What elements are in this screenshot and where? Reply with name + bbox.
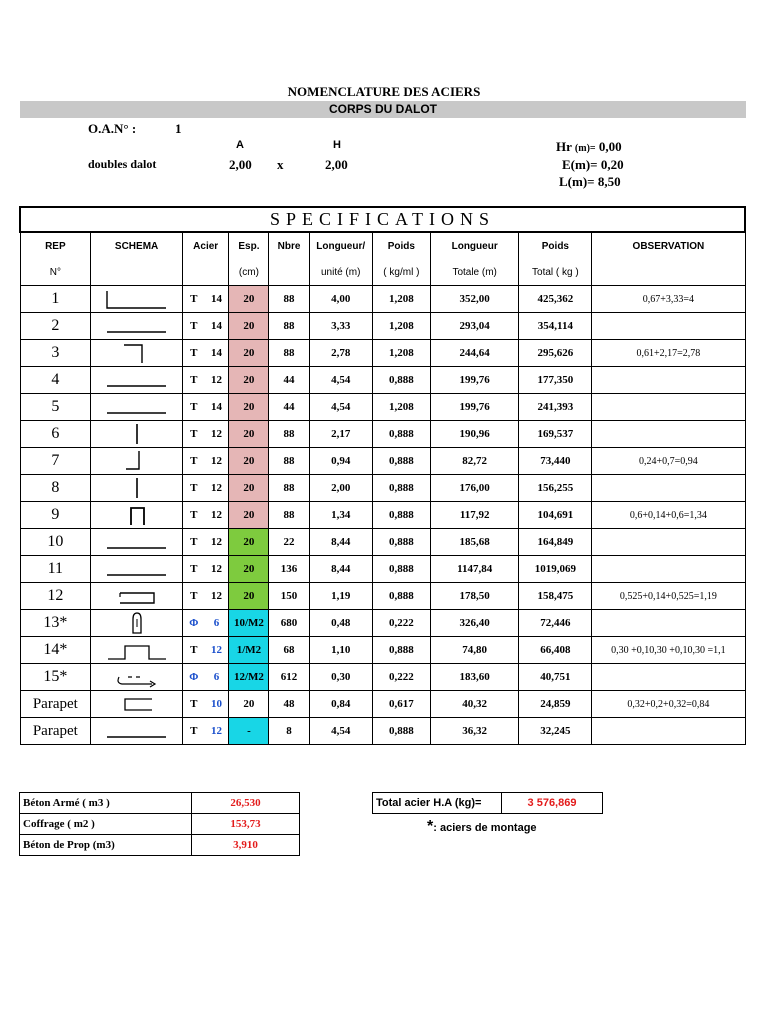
cell-steel-type: T [182, 637, 204, 664]
cell-weight-per-m: 0,888 [372, 421, 430, 448]
cell-total-weight: 295,626 [519, 340, 592, 367]
inverted-u-icon [91, 503, 182, 527]
cell-steel-type: T [182, 691, 204, 718]
cell-spacing: 20 [229, 394, 269, 421]
cell-count: 88 [269, 340, 309, 367]
cell-total-length: 183,60 [430, 664, 519, 691]
table-row [20, 313, 745, 340]
hr-row [556, 139, 622, 155]
cell-total-weight: 156,255 [519, 475, 592, 502]
cell-weight-per-m: 0,888 [372, 718, 430, 745]
cell-steel-type: T [182, 421, 204, 448]
cell-total-length: 190,96 [430, 421, 519, 448]
col-longueur-totale-2: Totale (m) [430, 259, 519, 286]
cell-unit-length: 4,54 [309, 367, 372, 394]
cell-unit-length: 1,19 [309, 583, 372, 610]
cell-weight-per-m: 0,222 [372, 664, 430, 691]
hook-right-icon [91, 341, 182, 365]
cell-steel-type: T [182, 475, 204, 502]
l-value: 8,50 [597, 174, 621, 189]
a-value: 2,00 [229, 157, 252, 172]
cell-total-weight: 1019,069 [519, 556, 592, 583]
cell-count: 88 [269, 313, 309, 340]
cell-weight-per-m: 0,888 [372, 583, 430, 610]
table-row [20, 637, 745, 664]
cell-rep: 13* [20, 610, 91, 637]
vertical-bar-icon [91, 422, 182, 446]
col-poids-2: ( kg/ml ) [372, 259, 430, 286]
cell-total-weight: 169,537 [519, 421, 592, 448]
cell-schema [91, 286, 183, 313]
cell-rep: 9 [20, 502, 91, 529]
cell-unit-length: 8,44 [309, 529, 372, 556]
cell-diameter: 12 [205, 556, 229, 583]
cell-rep: Parapet [20, 718, 91, 745]
cell-steel-type: Φ [182, 664, 204, 691]
cell-unit-length: 4,54 [309, 718, 372, 745]
straight-bar-icon [91, 314, 182, 338]
beton-prop-label: Béton de Prop (m3) [20, 835, 192, 856]
cell-observation: 0,67+3,33=4 [592, 286, 745, 313]
cell-weight-per-m: 1,208 [372, 286, 430, 313]
cell-spacing: 20 [229, 691, 269, 718]
cell-spacing: 20 [229, 556, 269, 583]
col-schema: SCHEMA [91, 232, 183, 286]
cell-rep: 5 [20, 394, 91, 421]
cell-unit-length: 3,33 [309, 313, 372, 340]
hr-label: Hr [556, 139, 572, 154]
cell-count: 136 [269, 556, 309, 583]
col-poids-total: Poids [519, 232, 592, 259]
cell-observation [592, 394, 745, 421]
cell-spacing: 20 [229, 583, 269, 610]
cell-count: 88 [269, 286, 309, 313]
cell-spacing: 20 [229, 340, 269, 367]
table-row [20, 502, 745, 529]
e-label: E(m)= [562, 157, 598, 172]
cell-spacing: 20 [229, 475, 269, 502]
table-row [20, 367, 745, 394]
cell-weight-per-m: 0,888 [372, 502, 430, 529]
cell-unit-length: 8,44 [309, 556, 372, 583]
cell-schema [91, 691, 183, 718]
table-row [20, 691, 745, 718]
cell-weight-per-m: 0,888 [372, 475, 430, 502]
cell-total-weight: 66,408 [519, 637, 592, 664]
cell-weight-per-m: 0,617 [372, 691, 430, 718]
cell-spacing: 20 [229, 421, 269, 448]
cell-schema [91, 367, 183, 394]
cell-total-length: 178,50 [430, 583, 519, 610]
u-bracket-icon [91, 287, 182, 311]
h-value: 2,00 [325, 157, 348, 172]
cell-diameter: 12 [205, 421, 229, 448]
cell-count: 680 [269, 610, 309, 637]
cell-steel-type: T [182, 583, 204, 610]
cell-total-weight: 72,446 [519, 610, 592, 637]
cell-observation: 0,61+2,17=2,78 [592, 340, 745, 367]
cell-rep: 8 [20, 475, 91, 502]
cell-rep: 2 [20, 313, 91, 340]
e-row [562, 157, 624, 173]
col-esp: Esp. [229, 232, 269, 259]
cell-rep: 10 [20, 529, 91, 556]
cell-total-weight: 158,475 [519, 583, 592, 610]
cell-total-length: 199,76 [430, 367, 519, 394]
cell-total-length: 326,40 [430, 610, 519, 637]
cell-total-length: 244,64 [430, 340, 519, 367]
cell-count: 88 [269, 475, 309, 502]
total-label: Total acier H.A (kg)= [373, 793, 502, 814]
cell-total-length: 74,80 [430, 637, 519, 664]
oan-label: O.A.N° : [88, 121, 137, 136]
cell-spacing: 20 [229, 367, 269, 394]
cell-unit-length: 4,54 [309, 394, 372, 421]
cell-total-length: 176,00 [430, 475, 519, 502]
cell-count: 44 [269, 394, 309, 421]
cell-steel-type: T [182, 529, 204, 556]
coffrage-value: 153,73 [192, 814, 300, 835]
spacer-icon [91, 665, 182, 689]
beton-arme-value: 26,530 [192, 793, 300, 814]
cell-diameter: 14 [205, 394, 229, 421]
footnote-text: : aciers de montage [433, 822, 537, 834]
cell-weight-per-m: 0,222 [372, 610, 430, 637]
cell-schema [91, 502, 183, 529]
col-rep: REP [20, 232, 91, 259]
cell-unit-length: 1,10 [309, 637, 372, 664]
cell-rep: 15* [20, 664, 91, 691]
cell-total-weight: 354,114 [519, 313, 592, 340]
hr-value: 0,00 [598, 139, 622, 154]
cell-total-weight: 32,245 [519, 718, 592, 745]
cell-observation [592, 421, 745, 448]
cell-rep: Parapet [20, 691, 91, 718]
cell-total-length: 352,00 [430, 286, 519, 313]
cell-observation [592, 664, 745, 691]
hr-unit: (m)= [574, 143, 596, 154]
col-longueur-totale: Longueur [430, 232, 519, 259]
col-longueur-2: unité (m) [309, 259, 372, 286]
cell-weight-per-m: 1,208 [372, 394, 430, 421]
cell-schema [91, 448, 183, 475]
cell-diameter: 6 [205, 664, 229, 691]
cell-total-length: 36,32 [430, 718, 519, 745]
cell-steel-type: T [182, 502, 204, 529]
cell-diameter: 14 [205, 313, 229, 340]
cell-total-length: 185,68 [430, 529, 519, 556]
table-row [20, 421, 745, 448]
col-poids: Poids [372, 232, 430, 259]
cell-count: 48 [269, 691, 309, 718]
col-nbre: Nbre [269, 232, 309, 286]
h-label: H [333, 139, 341, 151]
cell-steel-type: T [182, 340, 204, 367]
cell-schema [91, 664, 183, 691]
chair-icon [91, 638, 182, 662]
type-label: doubles dalot [88, 157, 157, 171]
cell-total-weight: 40,751 [519, 664, 592, 691]
cell-diameter: 12 [205, 583, 229, 610]
closed-stirrup-icon [91, 584, 182, 608]
cell-spacing: 20 [229, 502, 269, 529]
cell-weight-per-m: 1,208 [372, 340, 430, 367]
cell-observation [592, 610, 745, 637]
cell-rep: 14* [20, 637, 91, 664]
table-row [20, 556, 745, 583]
cell-observation [592, 529, 745, 556]
cell-total-length: 1147,84 [430, 556, 519, 583]
straight-bar-icon [91, 368, 182, 392]
cell-rep: 6 [20, 421, 91, 448]
cell-count: 44 [269, 367, 309, 394]
cell-schema [91, 556, 183, 583]
x-sign: x [277, 157, 284, 172]
col-acier-2 [182, 259, 228, 286]
table-row [20, 664, 745, 691]
cell-steel-type: T [182, 286, 204, 313]
cell-unit-length: 2,00 [309, 475, 372, 502]
cell-count: 612 [269, 664, 309, 691]
summary-table [19, 792, 300, 856]
cell-spacing: 20 [229, 529, 269, 556]
cell-unit-length: 0,48 [309, 610, 372, 637]
straight-bar-icon [91, 395, 182, 419]
cell-weight-per-m: 0,888 [372, 529, 430, 556]
cell-total-weight: 104,691 [519, 502, 592, 529]
cell-diameter: 10 [205, 691, 229, 718]
cell-diameter: 12 [205, 367, 229, 394]
footnote-star: * [427, 818, 434, 835]
cell-observation [592, 475, 745, 502]
cell-spacing: - [229, 718, 269, 745]
l-hook-icon [91, 449, 182, 473]
a-label: A [236, 139, 244, 151]
cell-spacing: 1/M2 [229, 637, 269, 664]
cell-observation: 0,6+0,14+0,6=1,34 [592, 502, 745, 529]
cell-weight-per-m: 0,888 [372, 448, 430, 475]
cell-diameter: 14 [205, 286, 229, 313]
cell-total-weight: 24,859 [519, 691, 592, 718]
beton-prop-value: 3,910 [192, 835, 300, 856]
cell-weight-per-m: 1,208 [372, 313, 430, 340]
table-row [20, 286, 745, 313]
cell-total-length: 293,04 [430, 313, 519, 340]
cell-unit-length: 0,30 [309, 664, 372, 691]
col-observation: OBSERVATION [592, 232, 745, 286]
cell-schema [91, 313, 183, 340]
open-stirrup-icon [91, 692, 182, 716]
cell-rep: 11 [20, 556, 91, 583]
cell-diameter: 12 [205, 475, 229, 502]
col-longueur: Longueur/ [309, 232, 372, 259]
cell-observation: 0,24+0,7=0,94 [592, 448, 745, 475]
cell-diameter: 14 [205, 340, 229, 367]
cell-diameter: 12 [205, 637, 229, 664]
cell-weight-per-m: 0,888 [372, 367, 430, 394]
l-label: L(m)= [559, 174, 595, 189]
cell-steel-type: T [182, 313, 204, 340]
table-row [20, 610, 745, 637]
cell-observation [592, 718, 745, 745]
table-row [20, 394, 745, 421]
cell-rep: 4 [20, 367, 91, 394]
cell-schema [91, 583, 183, 610]
cell-schema [91, 394, 183, 421]
section-subtitle: CORPS DU DALOT [20, 101, 746, 118]
cell-observation [592, 556, 745, 583]
cell-steel-type: T [182, 367, 204, 394]
cell-total-weight: 164,849 [519, 529, 592, 556]
cell-diameter: 12 [205, 448, 229, 475]
cell-unit-length: 4,00 [309, 286, 372, 313]
cell-steel-type: T [182, 394, 204, 421]
l-row [559, 174, 621, 190]
oan-value: 1 [175, 121, 182, 136]
specifications-title: SPECIFICATIONS [20, 207, 745, 232]
cell-spacing: 20 [229, 448, 269, 475]
total-value: 3 576,869 [502, 793, 603, 814]
beton-arme-label: Béton Armé ( m3 ) [20, 793, 192, 814]
cell-diameter: 6 [205, 610, 229, 637]
cell-rep: 1 [20, 286, 91, 313]
col-poids-total-2: Total ( kg ) [519, 259, 592, 286]
straight-bar-icon [91, 530, 182, 554]
cell-observation [592, 367, 745, 394]
cell-spacing: 20 [229, 313, 269, 340]
table-row [20, 475, 745, 502]
cell-rep: 12 [20, 583, 91, 610]
vertical-bar-icon [91, 476, 182, 500]
cell-count: 22 [269, 529, 309, 556]
cell-total-weight: 241,393 [519, 394, 592, 421]
cell-total-weight: 73,440 [519, 448, 592, 475]
table-row [20, 340, 745, 367]
cell-count: 68 [269, 637, 309, 664]
col-rep-2: N° [20, 259, 91, 286]
page-title: NOMENCLATURE DES ACIERS [287, 84, 481, 99]
pin-icon [91, 611, 182, 635]
cell-spacing: 20 [229, 286, 269, 313]
cell-observation: 0,32+0,2+0,32=0,84 [592, 691, 745, 718]
col-esp-2: (cm) [229, 259, 269, 286]
cell-steel-type: T [182, 556, 204, 583]
table-row [20, 529, 745, 556]
cell-count: 88 [269, 421, 309, 448]
cell-observation: 0,525+0,14+0,525=1,19 [592, 583, 745, 610]
coffrage-label: Coffrage ( m2 ) [20, 814, 192, 835]
cell-steel-type: T [182, 718, 204, 745]
table-row [20, 718, 745, 745]
cell-unit-length: 1,34 [309, 502, 372, 529]
table-row [20, 448, 745, 475]
cell-total-length: 40,32 [430, 691, 519, 718]
cell-schema [91, 475, 183, 502]
cell-weight-per-m: 0,888 [372, 556, 430, 583]
cell-spacing: 10/M2 [229, 610, 269, 637]
cell-unit-length: 0,84 [309, 691, 372, 718]
specifications-table [19, 206, 746, 745]
cell-schema [91, 421, 183, 448]
straight-bar-icon [91, 719, 182, 743]
cell-schema [91, 529, 183, 556]
cell-weight-per-m: 0,888 [372, 637, 430, 664]
cell-schema [91, 718, 183, 745]
cell-observation: 0,30 +0,10,30 +0,10,30 =1,1 [592, 637, 745, 664]
cell-diameter: 12 [205, 718, 229, 745]
cell-unit-length: 2,17 [309, 421, 372, 448]
cell-total-length: 199,76 [430, 394, 519, 421]
cell-rep: 3 [20, 340, 91, 367]
cell-rep: 7 [20, 448, 91, 475]
straight-bar-icon [91, 557, 182, 581]
cell-steel-type: T [182, 448, 204, 475]
cell-total-weight: 177,350 [519, 367, 592, 394]
cell-schema [91, 340, 183, 367]
cell-schema [91, 610, 183, 637]
cell-count: 88 [269, 448, 309, 475]
cell-total-length: 117,92 [430, 502, 519, 529]
cell-unit-length: 2,78 [309, 340, 372, 367]
cell-count: 150 [269, 583, 309, 610]
cell-diameter: 12 [205, 502, 229, 529]
col-acier: Acier [182, 232, 228, 259]
cell-total-length: 82,72 [430, 448, 519, 475]
cell-count: 8 [269, 718, 309, 745]
footnote [427, 818, 537, 836]
cell-diameter: 12 [205, 529, 229, 556]
cell-count: 88 [269, 502, 309, 529]
e-value: 0,20 [600, 157, 624, 172]
cell-unit-length: 0,94 [309, 448, 372, 475]
table-row [20, 583, 745, 610]
cell-observation [592, 313, 745, 340]
total-table [372, 792, 603, 814]
cell-schema [91, 637, 183, 664]
cell-spacing: 12/M2 [229, 664, 269, 691]
cell-steel-type: Φ [182, 610, 204, 637]
cell-total-weight: 425,362 [519, 286, 592, 313]
